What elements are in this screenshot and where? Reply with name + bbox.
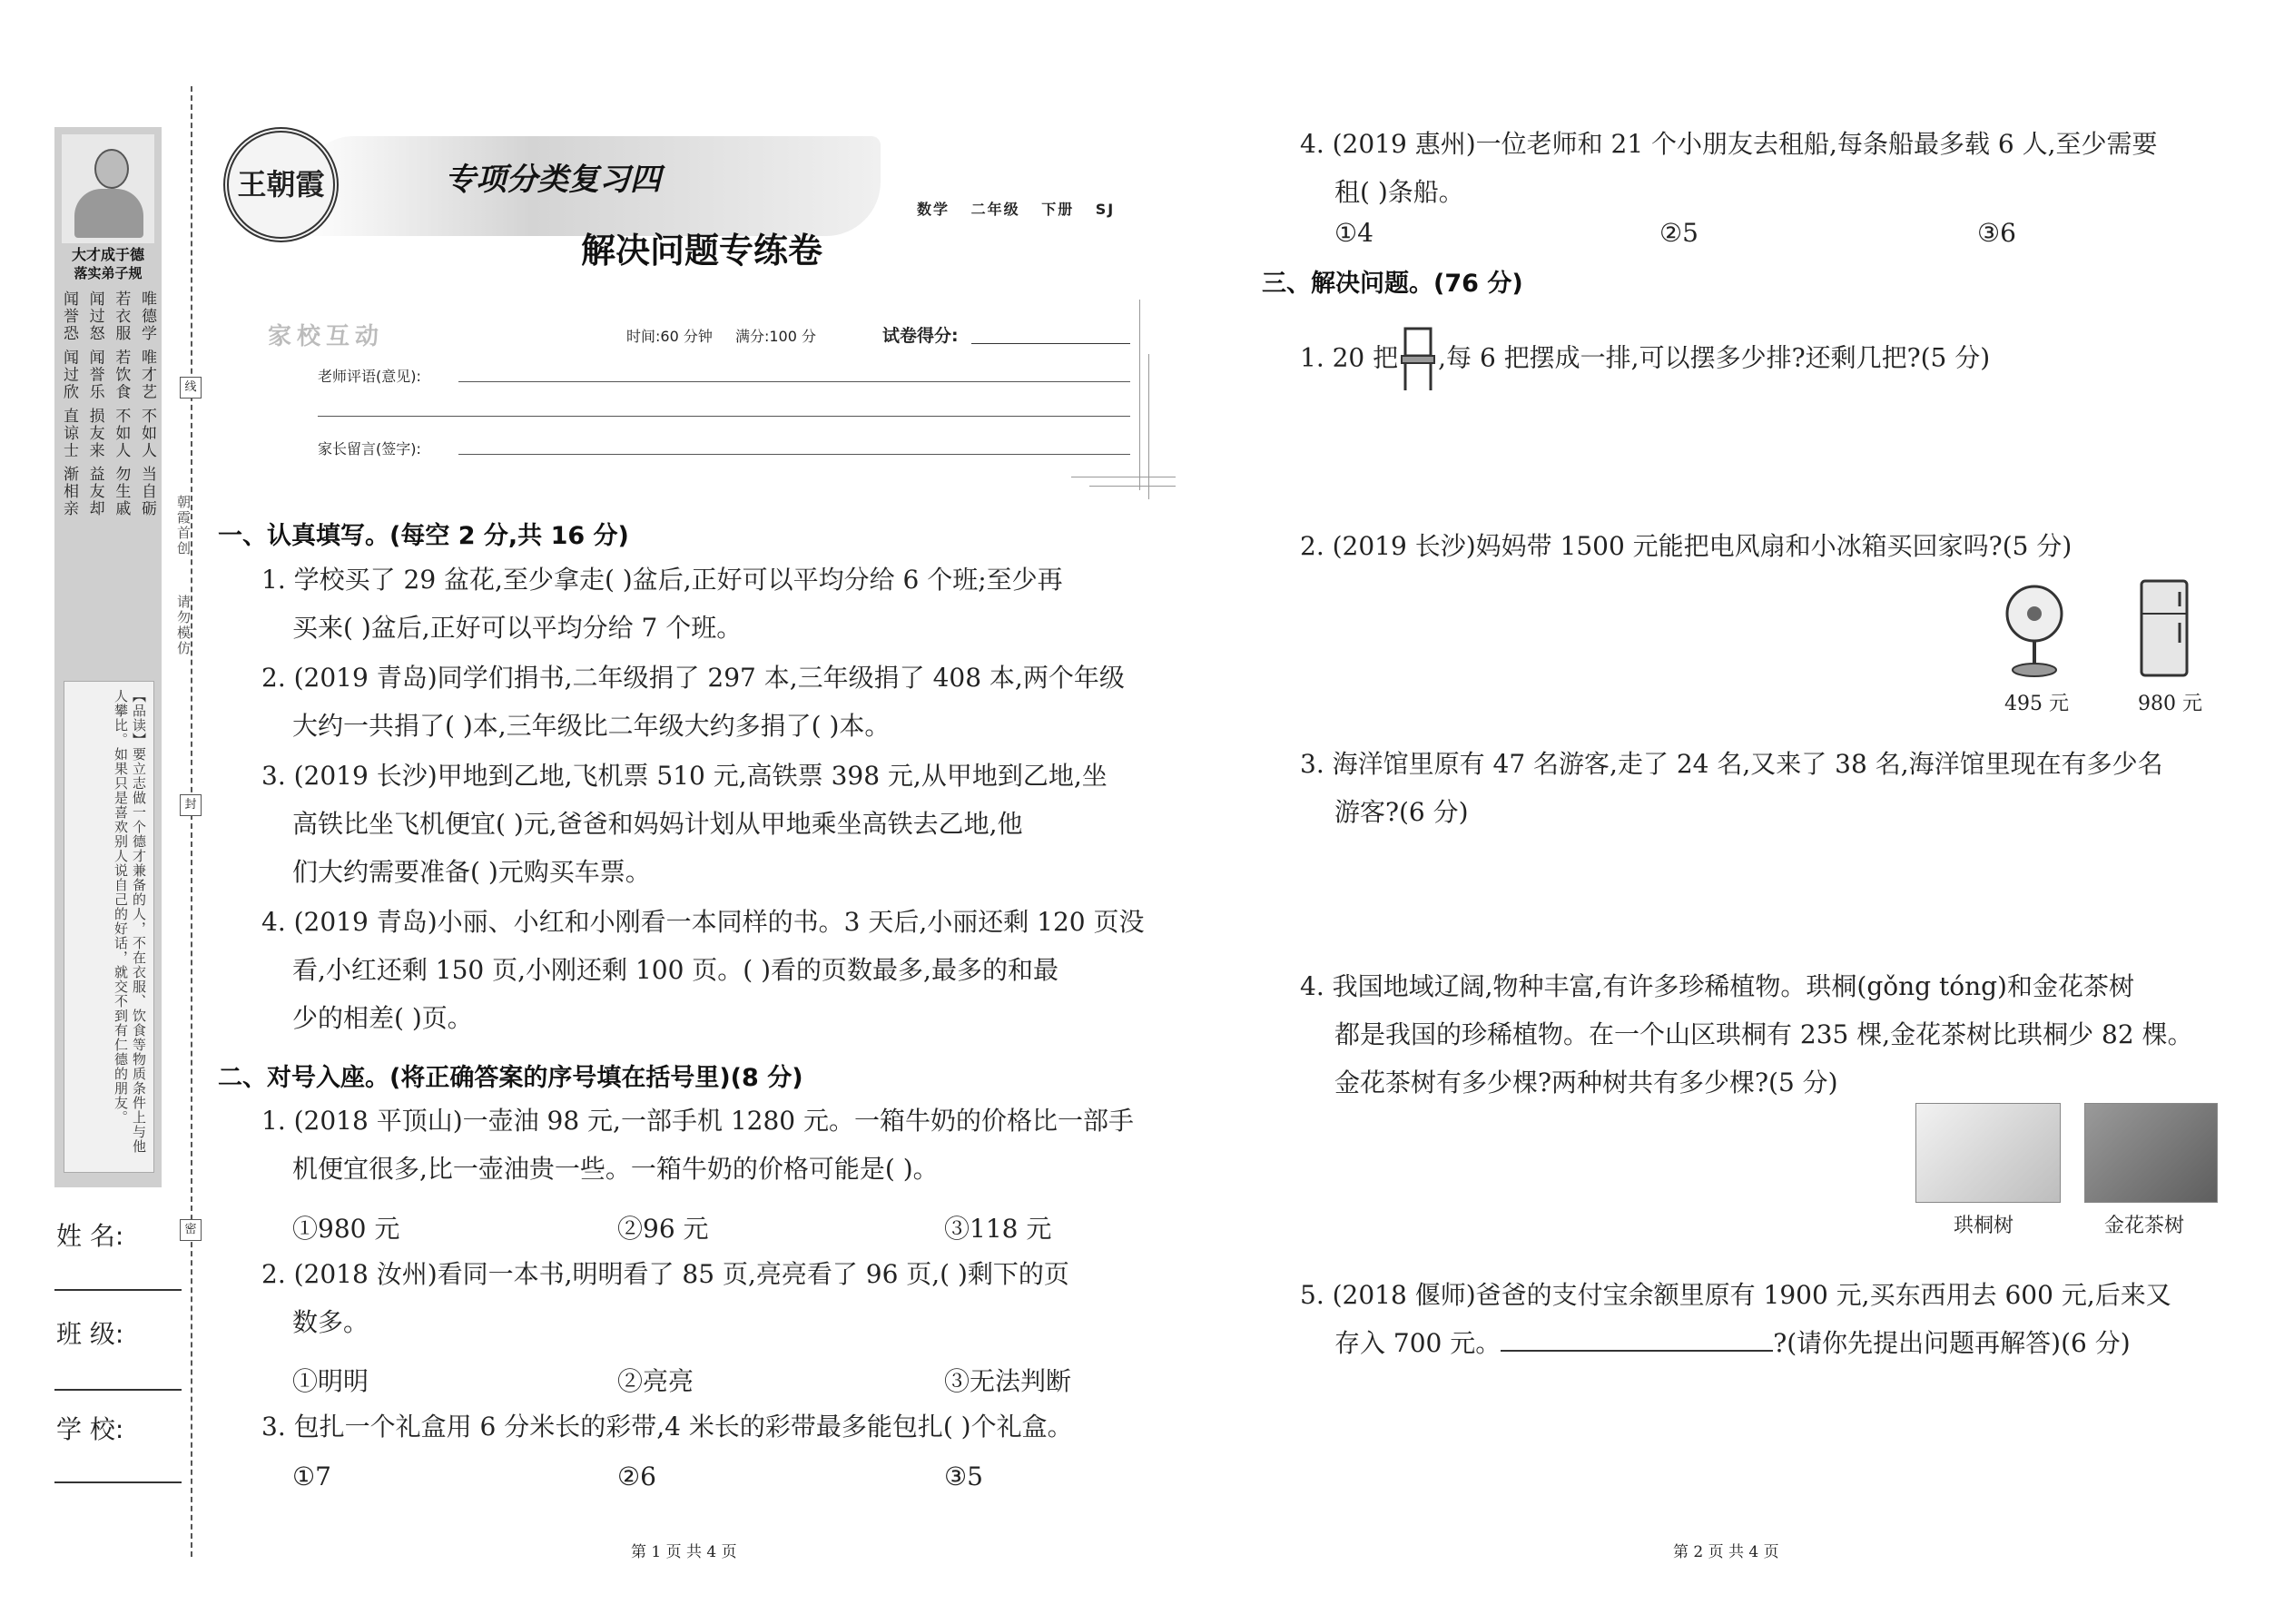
- scholar-body-icon: [74, 189, 143, 238]
- seal-mark: 线: [180, 377, 202, 399]
- vertical-note-1: 朝霞首创: [175, 495, 192, 556]
- title-sub: 解决问题专练卷: [581, 230, 823, 271]
- verse-columns: [60, 290, 156, 663]
- home-school-badge: 家校互动: [268, 323, 385, 350]
- fridge-icon: [2138, 579, 2192, 679]
- seal-mark: 密: [180, 1219, 202, 1241]
- question-line: 4. (2019 惠州)一位老师和 21 个小朋友去租船,每条船最多载 6 人,至少需要: [1300, 129, 2158, 159]
- question-line: [1334, 1319, 2131, 1367]
- pindu-box: [64, 681, 154, 1173]
- subject-item: SJ: [1095, 201, 1116, 218]
- class-label: 班 级:: [56, 1319, 124, 1349]
- cut-line: [191, 86, 192, 1557]
- q3-1-prefix: 1. 20 把: [1300, 342, 1399, 373]
- class-input-line[interactable]: [54, 1389, 182, 1391]
- verse-column: 唯德学 唯才艺 不如人 当自砺: [137, 290, 156, 518]
- question-line: 机便宜很多,比一壶油贵一些。一箱牛奶的价格可能是( )。: [292, 1154, 939, 1184]
- dove-tree-photo: [1915, 1103, 2061, 1203]
- verse-column: 闻过怒 闻誉乐 损友来 益友却: [85, 290, 104, 518]
- option-3[interactable]: ③118 元: [944, 1214, 1052, 1244]
- option-3[interactable]: ③5: [944, 1462, 983, 1491]
- question-line: 高铁比坐飞机便宜( )元,爸爸和妈妈计划从甲地乘坐高铁去乙地,他: [292, 809, 1023, 839]
- scholar-portrait: [62, 134, 154, 243]
- question-line: 金花茶树有多少棵?两种树共有多少棵?(5 分): [1334, 1068, 1838, 1097]
- question-line: [1300, 327, 1990, 392]
- pindu-text: 【品读】要立志做一个德才兼备的人，不在衣服、饮食等物质条件上与他人攀比。如果只是喜欢别人说自己的好话，就交不到有仁德的朋友。: [113, 689, 147, 1154]
- question-blank[interactable]: [1501, 1323, 1773, 1352]
- school-input-line[interactable]: [54, 1481, 182, 1483]
- section-2-heading: 二、对号入座。(将正确答案的序号填在括号里)(8 分): [218, 1064, 803, 1092]
- name-label: 姓 名:: [56, 1221, 124, 1251]
- exam-time: 时间:60 分钟: [626, 328, 713, 345]
- option-1[interactable]: ①980 元: [292, 1214, 400, 1244]
- question-line: 2. (2019 长沙)妈妈带 1500 元能把电风扇和小冰箱买回家吗?(5 分): [1300, 531, 2072, 561]
- question-line: 3. 海洋馆里原有 47 名游客,走了 24 名,又来了 38 名,海洋馆里现在有多少名: [1300, 749, 2163, 779]
- tree1-caption: 珙桐树: [1954, 1215, 2014, 1237]
- question-line: 们大约需要准备( )元购买车票。: [292, 857, 651, 887]
- option-1[interactable]: ①4: [1334, 218, 1373, 248]
- page-number-2: 第 2 页 共 4 页: [1673, 1543, 1779, 1561]
- option-1[interactable]: ①明明: [292, 1366, 369, 1396]
- question-line: 2. (2019 青岛)同学们捐书,二年级捐了 297 本,三年级捐了 408 本,两个年级: [261, 663, 1125, 693]
- score-input-line[interactable]: [971, 343, 1130, 344]
- verse-column: 闻誉恐 闻过欣 直谅士 渐相亲: [60, 290, 78, 518]
- subject-info: [917, 198, 1129, 219]
- title-main: 专项分类复习四: [445, 162, 661, 198]
- parent-note-label: 家长留言(签字):: [318, 440, 421, 458]
- question-line: 租( )条船。: [1334, 177, 1464, 207]
- question-line: 4. 我国地域辽阔,物种丰富,有许多珍稀植物。珙桐(gǒng tóng)和金花茶树: [1300, 971, 2134, 1001]
- question-line: 看,小红还剩 150 页,小刚还剩 100 页。( )看的页数最多,最多的和最: [292, 955, 1058, 985]
- option-2[interactable]: ②96 元: [617, 1214, 709, 1244]
- teacher-comment-line[interactable]: [458, 381, 1130, 382]
- option-1[interactable]: ①7: [292, 1462, 331, 1491]
- question-line: 1. 学校买了 29 盆花,至少拿走( )盆后,正好可以平均分给 6 个班;至少再: [261, 565, 1063, 595]
- option-2[interactable]: ②亮亮: [617, 1366, 694, 1396]
- question-line: 数多。: [292, 1307, 369, 1337]
- question-line: 少的相差( )页。: [292, 1003, 473, 1033]
- q3-1-suffix: ,每 6 把摆成一排,可以摆多少排?还剩几把?(5 分): [1438, 342, 1991, 373]
- chair-icon-svg: [1398, 327, 1438, 392]
- question-line: 大约一共捐了( )本,三年级比二年级大约多捐了( )本。: [292, 711, 891, 741]
- motto-line-2: 落实弟子规: [74, 265, 143, 281]
- vertical-note-2: 请勿模仿: [175, 595, 192, 656]
- q3-5-prefix: 存入 700 元。: [1334, 1328, 1501, 1358]
- brand-logo: 王朝霞: [223, 127, 339, 242]
- exam-full-score: 满分:100 分: [734, 328, 816, 345]
- fridge-price: 980 元: [2138, 693, 2202, 715]
- score-label: 试卷得分:: [882, 326, 959, 346]
- frame-rule: [1139, 300, 1140, 490]
- fan-icon: [2002, 581, 2074, 681]
- motto-line-1: 大才成于德: [71, 246, 144, 263]
- question-line: 买来( )盆后,正好可以平均分给 7 个班。: [292, 613, 743, 643]
- virtue-sidebar: [54, 127, 162, 1187]
- scholar-head-icon: [94, 149, 129, 189]
- subject-item: 二年级: [970, 201, 1020, 218]
- name-input-line[interactable]: [54, 1289, 182, 1291]
- question-line: 3. (2019 长沙)甲地到乙地,飞机票 510 元,高铁票 398 元,从甲地到乙地,坐: [261, 761, 1108, 791]
- section-3-heading: 三、解决问题。(76 分): [1262, 270, 1523, 298]
- question-line: 都是我国的珍稀植物。在一个山区珙桐有 235 棵,金花茶树比珙桐少 82 棵。: [1334, 1019, 2193, 1049]
- question-line: 5. (2018 偃师)爸爸的支付宝余额里原有 1900 元,买东西用去 600 元,后来又: [1300, 1280, 2171, 1310]
- option-2[interactable]: ②5: [1659, 218, 1698, 248]
- question-line: 1. (2018 平顶山)一壶油 98 元,一部手机 1280 元。一箱牛奶的价格比一部手: [261, 1106, 1135, 1136]
- frame-rule: [1148, 354, 1149, 499]
- page-number-1: 第 1 页 共 4 页: [631, 1543, 737, 1561]
- teacher-comment-label: 老师评语(意见):: [318, 368, 421, 385]
- tree2-caption: 金花茶树: [2104, 1215, 2185, 1237]
- question-line: 3. 包扎一个礼盒用 6 分米长的彩带,4 米长的彩带最多能包扎( )个礼盒。: [261, 1412, 1073, 1442]
- parent-note-line[interactable]: [458, 454, 1130, 455]
- subject-item: 下册: [1041, 201, 1075, 218]
- camellia-tree-photo: [2084, 1103, 2218, 1203]
- verse-column: 若衣服 若饮食 不如人 勿生戚: [112, 290, 131, 518]
- exam-meta: [626, 325, 834, 346]
- option-3[interactable]: ③无法判断: [944, 1366, 1072, 1396]
- section-1-heading: 一、认真填写。(每空 2 分,共 16 分): [218, 522, 629, 550]
- frame-rule: [1089, 486, 1176, 487]
- question-line: 游客?(6 分): [1334, 797, 1469, 827]
- chair-icon: [1398, 327, 1438, 392]
- school-label: 学 校:: [56, 1414, 124, 1444]
- teacher-comment-line-2[interactable]: [318, 416, 1130, 417]
- option-3[interactable]: ③6: [1977, 218, 2016, 248]
- subject-item: 数学: [917, 201, 950, 218]
- q3-5-suffix: ?(请你先提出问题再解答)(6 分): [1773, 1328, 2131, 1358]
- seal-mark: 封: [180, 794, 202, 816]
- question-line: 2. (2018 汝州)看同一本书,明明看了 85 页,亮亮看了 96 页,( )剩下的页: [261, 1259, 1069, 1289]
- fan-price: 495 元: [2004, 693, 2069, 715]
- option-2[interactable]: ②6: [617, 1462, 656, 1491]
- question-line: 4. (2019 青岛)小丽、小红和小刚看一本同样的书。3 天后,小丽还剩 120 页没: [261, 907, 1145, 937]
